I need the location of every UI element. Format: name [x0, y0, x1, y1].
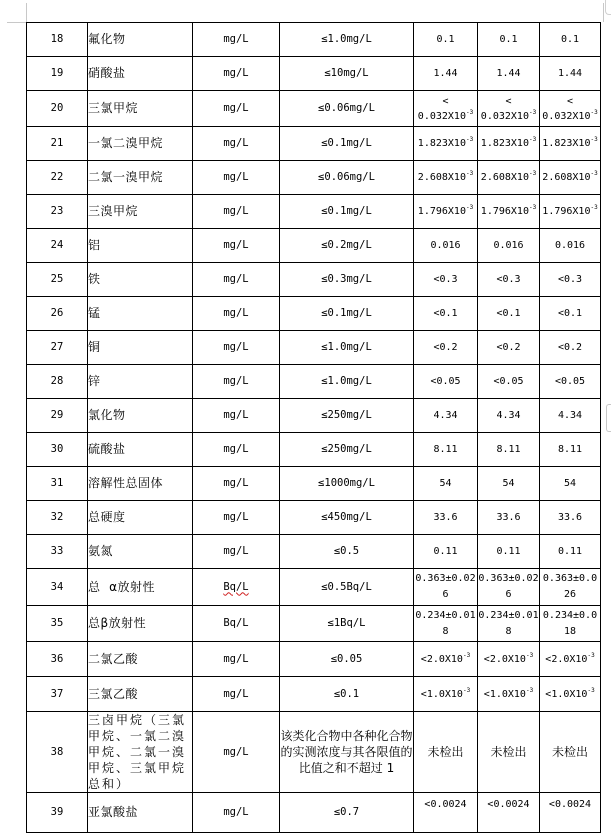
result-3: 0.234±0.018 [540, 606, 601, 642]
result-2: < $0.032X10^{-3}$ [478, 91, 540, 127]
page-corner-mark-vertical [26, 3, 27, 22]
side-panel-toggle[interactable] [606, 404, 611, 432]
limit: ≤0.3mg/L [280, 263, 414, 297]
page-corner-mark-right [603, 3, 604, 22]
result-2: 1.44 [478, 57, 540, 91]
unit: mg/L [193, 467, 280, 501]
result-3: <0.2 [540, 331, 601, 365]
result-3: 未检出 [540, 712, 601, 793]
result-1: 33.6 [414, 501, 478, 535]
result-3: <0.05 [540, 365, 601, 399]
unit: mg/L [193, 195, 280, 229]
result-2: $1.823X10^{-3}$ [478, 127, 540, 161]
result-1: 0.363±0.026 [414, 569, 478, 606]
row-number: 21 [27, 127, 88, 161]
result-1: $2.608X10^{-3}$ [414, 161, 478, 195]
item-name: 三氯乙酸 [88, 677, 193, 712]
limit: ≤1.0mg/L [280, 331, 414, 365]
item-name: 氨氮 [88, 535, 193, 569]
limit: ≤1.0mg/L [280, 23, 414, 57]
table-row [27, 161, 601, 195]
table-row [27, 793, 601, 833]
row-number: 28 [27, 365, 88, 399]
result-3: <0.0024 [540, 793, 601, 833]
water-quality-table [26, 22, 601, 833]
unit: mg/L [193, 399, 280, 433]
result-1: <0.2 [414, 331, 478, 365]
table-row [27, 127, 601, 161]
less-than: < [442, 95, 449, 107]
table-row [27, 229, 601, 263]
unit: mg/L [193, 712, 280, 793]
item-name: 硝酸盐 [88, 57, 193, 91]
less-than: < [505, 95, 512, 107]
row-number: 18 [27, 23, 88, 57]
result-3: <0.1 [540, 297, 601, 331]
item-name: 溶解性总固体 [88, 467, 193, 501]
row-number: 22 [27, 161, 88, 195]
result-3: 0.363±0.026 [540, 569, 601, 606]
row-number: 20 [27, 91, 88, 127]
table-row [27, 399, 601, 433]
row-number: 38 [27, 712, 88, 793]
item-name: 总硬度 [88, 501, 193, 535]
table-row [27, 606, 601, 642]
result-2: 4.34 [478, 399, 540, 433]
result-2: 0.11 [478, 535, 540, 569]
result-1: 4.34 [414, 399, 478, 433]
item-name: 一氯二溴甲烷 [88, 127, 193, 161]
limit: ≤1Bq/L [280, 606, 414, 642]
result-3: <0.3 [540, 263, 601, 297]
limit: ≤1.0mg/L [280, 365, 414, 399]
table-row [27, 23, 601, 57]
item-name: 硫酸盐 [88, 433, 193, 467]
result-2: 8.11 [478, 433, 540, 467]
unit: mg/L [193, 793, 280, 833]
item-name: 锌 [88, 365, 193, 399]
item-name: 总β放射性 [88, 606, 193, 642]
result-3: < $0.032X10^{-3}$ [540, 91, 601, 127]
result-1: <0.1 [414, 297, 478, 331]
table-row [27, 569, 601, 606]
unit: Bq/L [193, 606, 280, 642]
limit: ≤1000mg/L [280, 467, 414, 501]
unit: mg/L [193, 365, 280, 399]
row-number: 23 [27, 195, 88, 229]
limit: ≤10mg/L [280, 57, 414, 91]
unit: mg/L [193, 501, 280, 535]
result-3: 54 [540, 467, 601, 501]
result-3: $1.823X10^{-3}$ [540, 127, 601, 161]
limit: ≤0.1 [280, 677, 414, 712]
row-number: 37 [27, 677, 88, 712]
limit: ≤0.1mg/L [280, 195, 414, 229]
row-number: 39 [27, 793, 88, 833]
result-1: < $0.032X10^{-3}$ [414, 91, 478, 127]
table-row [27, 642, 601, 677]
result-1: <0.05 [414, 365, 478, 399]
item-name: 铁 [88, 263, 193, 297]
row-number: 33 [27, 535, 88, 569]
row-number: 27 [27, 331, 88, 365]
item-name: 三溴甲烷 [88, 195, 193, 229]
unit: mg/L [193, 642, 280, 677]
result-3: $1.796X10^{-3}$ [540, 195, 601, 229]
unit: mg/L [193, 161, 280, 195]
item-name: 亚氯酸盐 [88, 793, 193, 833]
table-row [27, 91, 601, 127]
limit: ≤0.1mg/L [280, 297, 414, 331]
unit: mg/L [193, 91, 280, 127]
result-1: 8.11 [414, 433, 478, 467]
limit: ≤250mg/L [280, 433, 414, 467]
row-number: 29 [27, 399, 88, 433]
result-1: <0.0024 [414, 793, 478, 833]
table-row [27, 677, 601, 712]
item-name: 二氯一溴甲烷 [88, 161, 193, 195]
result-1: 54 [414, 467, 478, 501]
result-3: 1.44 [540, 57, 601, 91]
result-2: 0.1 [478, 23, 540, 57]
row-number: 32 [27, 501, 88, 535]
unit [193, 569, 280, 606]
result-2: $<2.0X10^{-3}$ [478, 642, 540, 677]
table-row [27, 712, 601, 793]
row-number: 24 [27, 229, 88, 263]
item-name: 三卤甲烷（三氯甲烷、一氯二溴甲烷、二氯一溴甲烷、三氯甲烷总和） [88, 712, 193, 793]
limit: ≤0.06mg/L [280, 161, 414, 195]
result-3: 33.6 [540, 501, 601, 535]
unit: mg/L [193, 23, 280, 57]
row-number: 35 [27, 606, 88, 642]
result-2: 0.016 [478, 229, 540, 263]
result-3: $<1.0X10^{-3}$ [540, 677, 601, 712]
limit: 该类化合物中各种化合物的实测浓度与其各限值的比值之和不超过 1 [280, 712, 414, 793]
row-number: 25 [27, 263, 88, 297]
result-2: <0.3 [478, 263, 540, 297]
row-number: 34 [27, 569, 88, 606]
result-1: 0.234±0.018 [414, 606, 478, 642]
result-2: $<1.0X10^{-3}$ [478, 677, 540, 712]
limit: ≤0.06mg/L [280, 91, 414, 127]
unit-spellcheck: Bq/L [223, 580, 249, 593]
result-3: 8.11 [540, 433, 601, 467]
result-2: <0.05 [478, 365, 540, 399]
result-2: 54 [478, 467, 540, 501]
result-1: 未检出 [414, 712, 478, 793]
table-row [27, 535, 601, 569]
limit: ≤0.7 [280, 793, 414, 833]
result-1: 0.016 [414, 229, 478, 263]
table-row [27, 467, 601, 501]
result-3: 0.016 [540, 229, 601, 263]
result-2: <0.0024 [478, 793, 540, 833]
item-name: 锰 [88, 297, 193, 331]
result-3: 0.11 [540, 535, 601, 569]
unit: mg/L [193, 263, 280, 297]
table-row [27, 501, 601, 535]
result-2: $1.796X10^{-3}$ [478, 195, 540, 229]
result-2: 33.6 [478, 501, 540, 535]
result-1: 1.44 [414, 57, 478, 91]
row-number: 36 [27, 642, 88, 677]
table-row [27, 365, 601, 399]
unit: mg/L [193, 229, 280, 263]
result-2: <0.1 [478, 297, 540, 331]
item-name: 三氯甲烷 [88, 91, 193, 127]
row-number: 30 [27, 433, 88, 467]
item-name: 二氯乙酸 [88, 642, 193, 677]
table-row [27, 433, 601, 467]
result-1: <0.3 [414, 263, 478, 297]
result-2: 未检出 [478, 712, 540, 793]
result-1: 0.1 [414, 23, 478, 57]
result-3: 4.34 [540, 399, 601, 433]
table-row [27, 57, 601, 91]
row-number: 19 [27, 57, 88, 91]
table-row [27, 263, 601, 297]
result-1: $<1.0X10^{-3}$ [414, 677, 478, 712]
unit: mg/L [193, 331, 280, 365]
result-2: 0.363±0.026 [478, 569, 540, 606]
limit: ≤250mg/L [280, 399, 414, 433]
limit: ≤0.05 [280, 642, 414, 677]
result-2: <0.2 [478, 331, 540, 365]
limit: ≤0.2mg/L [280, 229, 414, 263]
page-corner-mark-horizontal [7, 22, 26, 23]
scroll-handle-top[interactable] [605, 0, 611, 15]
limit: ≤0.5 [280, 535, 414, 569]
limit: ≤450mg/L [280, 501, 414, 535]
item-name: 氟化物 [88, 23, 193, 57]
table-row [27, 331, 601, 365]
result-2: $2.608X10^{-3}$ [478, 161, 540, 195]
result-2: 0.234±0.018 [478, 606, 540, 642]
row-number: 26 [27, 297, 88, 331]
result-3: $2.608X10^{-3}$ [540, 161, 601, 195]
item-name: 铜 [88, 331, 193, 365]
item-name: 氯化物 [88, 399, 193, 433]
result-1: 0.11 [414, 535, 478, 569]
unit: mg/L [193, 535, 280, 569]
result-1: $1.796X10^{-3}$ [414, 195, 478, 229]
unit: mg/L [193, 57, 280, 91]
unit: mg/L [193, 127, 280, 161]
limit: ≤0.1mg/L [280, 127, 414, 161]
less-than: < [566, 95, 574, 107]
unit: mg/L [193, 297, 280, 331]
item-name: 铝 [88, 229, 193, 263]
result-1: $1.823X10^{-3}$ [414, 127, 478, 161]
table-row [27, 297, 601, 331]
limit: ≤0.5Bq/L [280, 569, 414, 606]
result-1: $<2.0X10^{-3}$ [414, 642, 478, 677]
result-3: $<2.0X10^{-3}$ [540, 642, 601, 677]
unit: mg/L [193, 677, 280, 712]
result-3: 0.1 [540, 23, 601, 57]
item-name: 总 α放射性 [88, 569, 193, 606]
row-number: 31 [27, 467, 88, 501]
unit: mg/L [193, 433, 280, 467]
table-row [27, 195, 601, 229]
